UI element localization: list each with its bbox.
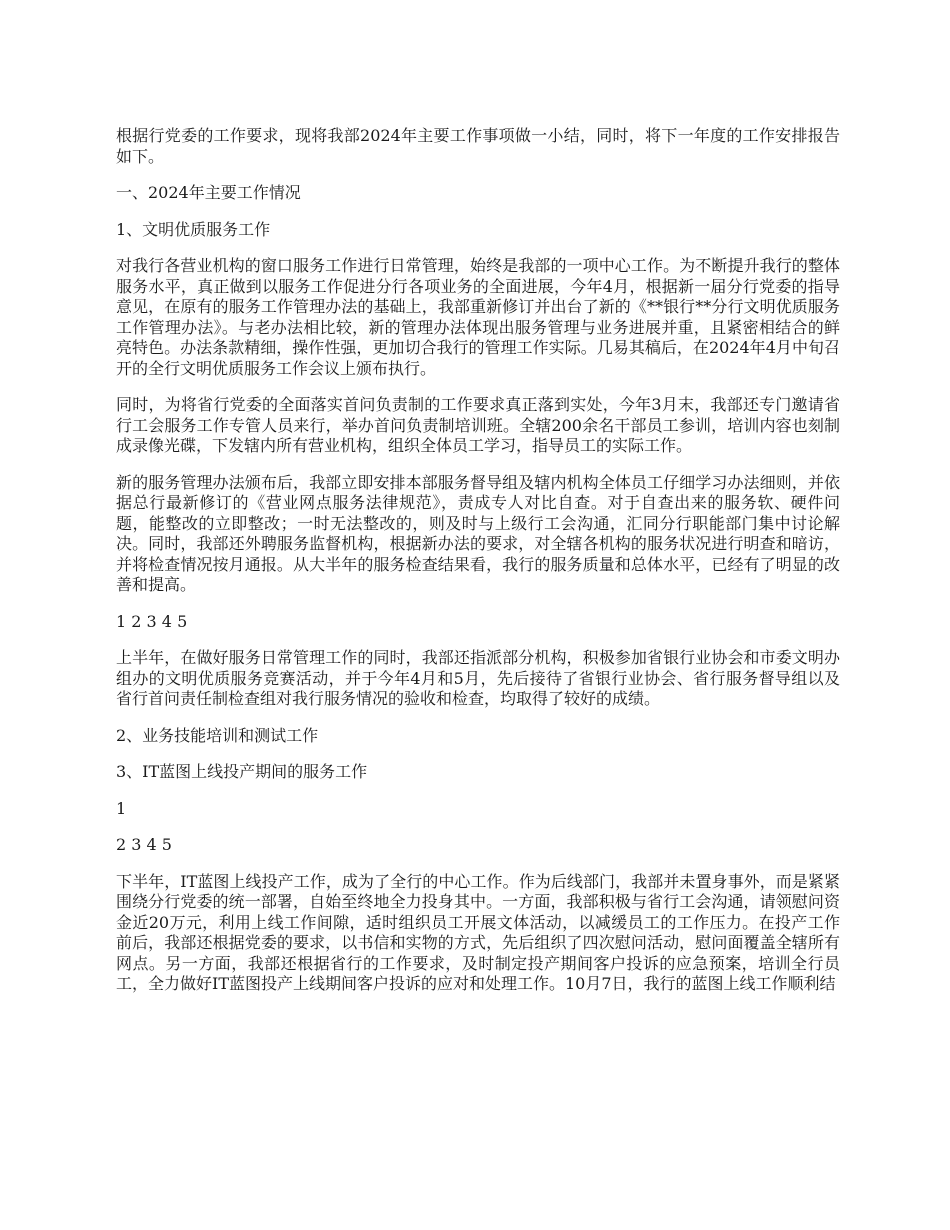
paragraph-second-half: 下半年，IT蓝图上线投产工作，成为了全行的中心工作。作为后线部门，我部并未置身事外，而是紧紧围绕分行党委的统一部署，自始至终地全力投身其中。一方面，我部积极与省行工会沟通，请领慰问资金近20万元，利用上线工作间隙，适时组织员工开展文体活动，以减缓员工的工作压力。在投产工作前后，我部还根据党委的要求，以书信和实物的方式，先后组织了四次慰问活动，慰问面覆盖全辖所有网点。另一方面，我部还根据省行的工作要求，及时制定投产期间客户投诉的应急预案，培训全行员工，全力做好IT蓝图投产上线期间客户投诉的应对和处理工作。10月7日，我行的蓝图上线工作顺利结 — [116, 871, 840, 993]
document-body — [116, 126, 840, 1011]
list-numbers-2: 2 3 4 5 — [116, 835, 172, 854]
subsection-heading-1: 1、文明优质服务工作 — [116, 219, 271, 239]
paragraph-first-half: 上半年，在做好服务日常管理工作的同时，我部还指派部分机构，积极参加省银行业协会和市委文明办组办的文明优质服务竞赛活动，并于今年4月和5月，先后接待了省银行业协会、省行服务督导组以及省行首问责任制检查组对我行服务情况的验收和检查，均取得了较好的成绩。 — [116, 648, 840, 708]
list-number-single: 1 — [116, 798, 127, 818]
list-numbers-1: 1 2 3 4 5 — [116, 611, 188, 631]
section-heading-1: 一、2024年主要工作情况 — [116, 183, 301, 202]
subsection-heading-2: 2、业务技能培训和测试工作 — [116, 725, 319, 745]
subsection-heading-3: 3、IT蓝图上线投产期间的服务工作 — [116, 762, 368, 781]
paragraph-service-management: 对我行各营业机构的窗口服务工作进行日常管理，始终是我部的一项中心工作。为不断提升我行的整体服务水平，真正做到以服务工作促进分行各项业务的全面进展，今年4月，根据新一届分行党委的指导意见，在原有的服务工作管理办法的基础上，我部重新修订并出台了新的《**银行**分行文明优质服务工作管理办法》。与老办法相比较，新的管理办法体现出服务管理与业务进展并重，且紧密相结合的鲜亮特色。办法条款精细，操作性强，更加切合我行的管理工作实际。几易其稿后，在2024年4月中旬召开的全行文明优质服务工作会议上颁布执行。 — [116, 256, 840, 378]
intro-paragraph: 根据行党委的工作要求，现将我部2024年主要工作事项做一小结，同时，将下一年度的工作安排报告如下。 — [116, 126, 840, 166]
paragraph-first-responsibility: 同时，为将省行党委的全面落实首问负责制的工作要求真正落到实处，今年3月末，我部还专门邀请省行工会服务工作专管人员来行，举办首问负责制培训班。全辖200余名干部员工参训，培训内容也刻制成录像光碟，下发辖内所有营业机构，组织全体员工学习，指导员工的实际工作。 — [116, 395, 840, 455]
paragraph-new-measures: 新的服务管理办法颁布后，我部立即安排本部服务督导组及辖内机构全体员工仔细学习办法细则，并依据总行最新修订的《营业网点服务法律规范》，责成专人对比自查。对于自查出来的服务软、硬件问题，能整改的立即整改；一时无法整改的，则及时与上级行工会沟通，汇同分行职能部门集中讨论解决。同时，我部还外聘服务监督机构，根据新办法的要求，对全辖各机构的服务状况进行明查和暗访，并将检查情况按月通报。从大半年的服务检查结果看，我行的服务质量和总体水平，已经有了明显的改善和提高。 — [116, 472, 840, 594]
